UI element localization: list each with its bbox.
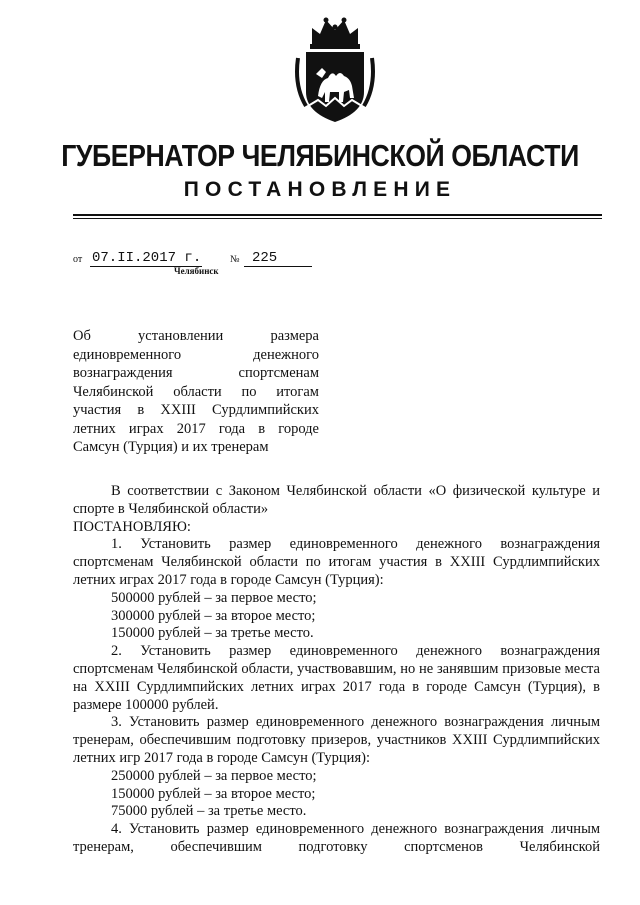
document-date: 07.II.2017 г. [92, 250, 202, 266]
item-1-prize: 150000 рублей – за третье место. [111, 625, 314, 642]
document-body [73, 483, 600, 857]
document-number: 225 [244, 251, 312, 267]
number-prefix: № [230, 254, 240, 265]
item-4-paragraph: 4. Установить размер единовременного денежного вознаграждения личным тренерам, обеспечившим подготовку спортсменов Челябинской [73, 821, 600, 855]
header-rule-thin [73, 218, 602, 219]
document-subject: Об установлении размера единовременного денежного вознаграждения спортсменам Челябинской области по итогам участия в XXIII Сурдлимпийских летних играх 2017 года в городе Самсун (Турция) и их тренерам [73, 328, 319, 455]
decree-word: ПОСТАНОВЛЯЮ: [73, 518, 191, 535]
item-3-prize: 75000 рублей – за третье место. [111, 803, 307, 820]
item-1-prize: 500000 рублей – за первое место; [111, 589, 317, 606]
item-3-prize: 150000 рублей – за второе место; [111, 785, 316, 802]
coat-of-arms-icon [292, 14, 378, 124]
document-type: ПОСТАНОВЛЕНИЕ [183, 178, 457, 201]
document-city: Челябинск [174, 266, 219, 276]
preamble-paragraph: В соответствии с Законом Челябинской области «О физической культуре и спорте в Челябинской области» [73, 483, 600, 517]
date-prefix: от [73, 254, 83, 265]
item-1-prize: 300000 рублей – за второе место; [111, 607, 316, 624]
page-title: ГУБЕРНАТОР ЧЕЛЯБИНСКОЙ ОБЛАСТИ [61, 138, 579, 173]
item-3-prize: 250000 рублей – за первое место; [111, 767, 317, 784]
item-2-paragraph: 2. Установить размер единовременного денежного вознаграждения спортсменам Челябинской области, участвовавшим, но не занявшим призовые места на XXIII Сурдлимпийских летних играх 2017 года в городе Самсун (Турция), в размере 100000 рублей. [73, 643, 600, 713]
item-1-paragraph: 1. Установить размер единовременного денежного вознаграждения спортсменам Челябинской области по итогам участия в XXIII Сурдлимпийских летних играх 2017 года в городе Самсун (Турция): [73, 536, 600, 588]
header-rule-thick [73, 214, 602, 216]
item-3-paragraph: 3. Установить размер единовременного денежного вознаграждения личным тренерам, обеспечившим подготовку призеров, участников XXIII Сурдлимпийских летних игр 2017 года в городе Самсун (Турция): [73, 714, 600, 766]
